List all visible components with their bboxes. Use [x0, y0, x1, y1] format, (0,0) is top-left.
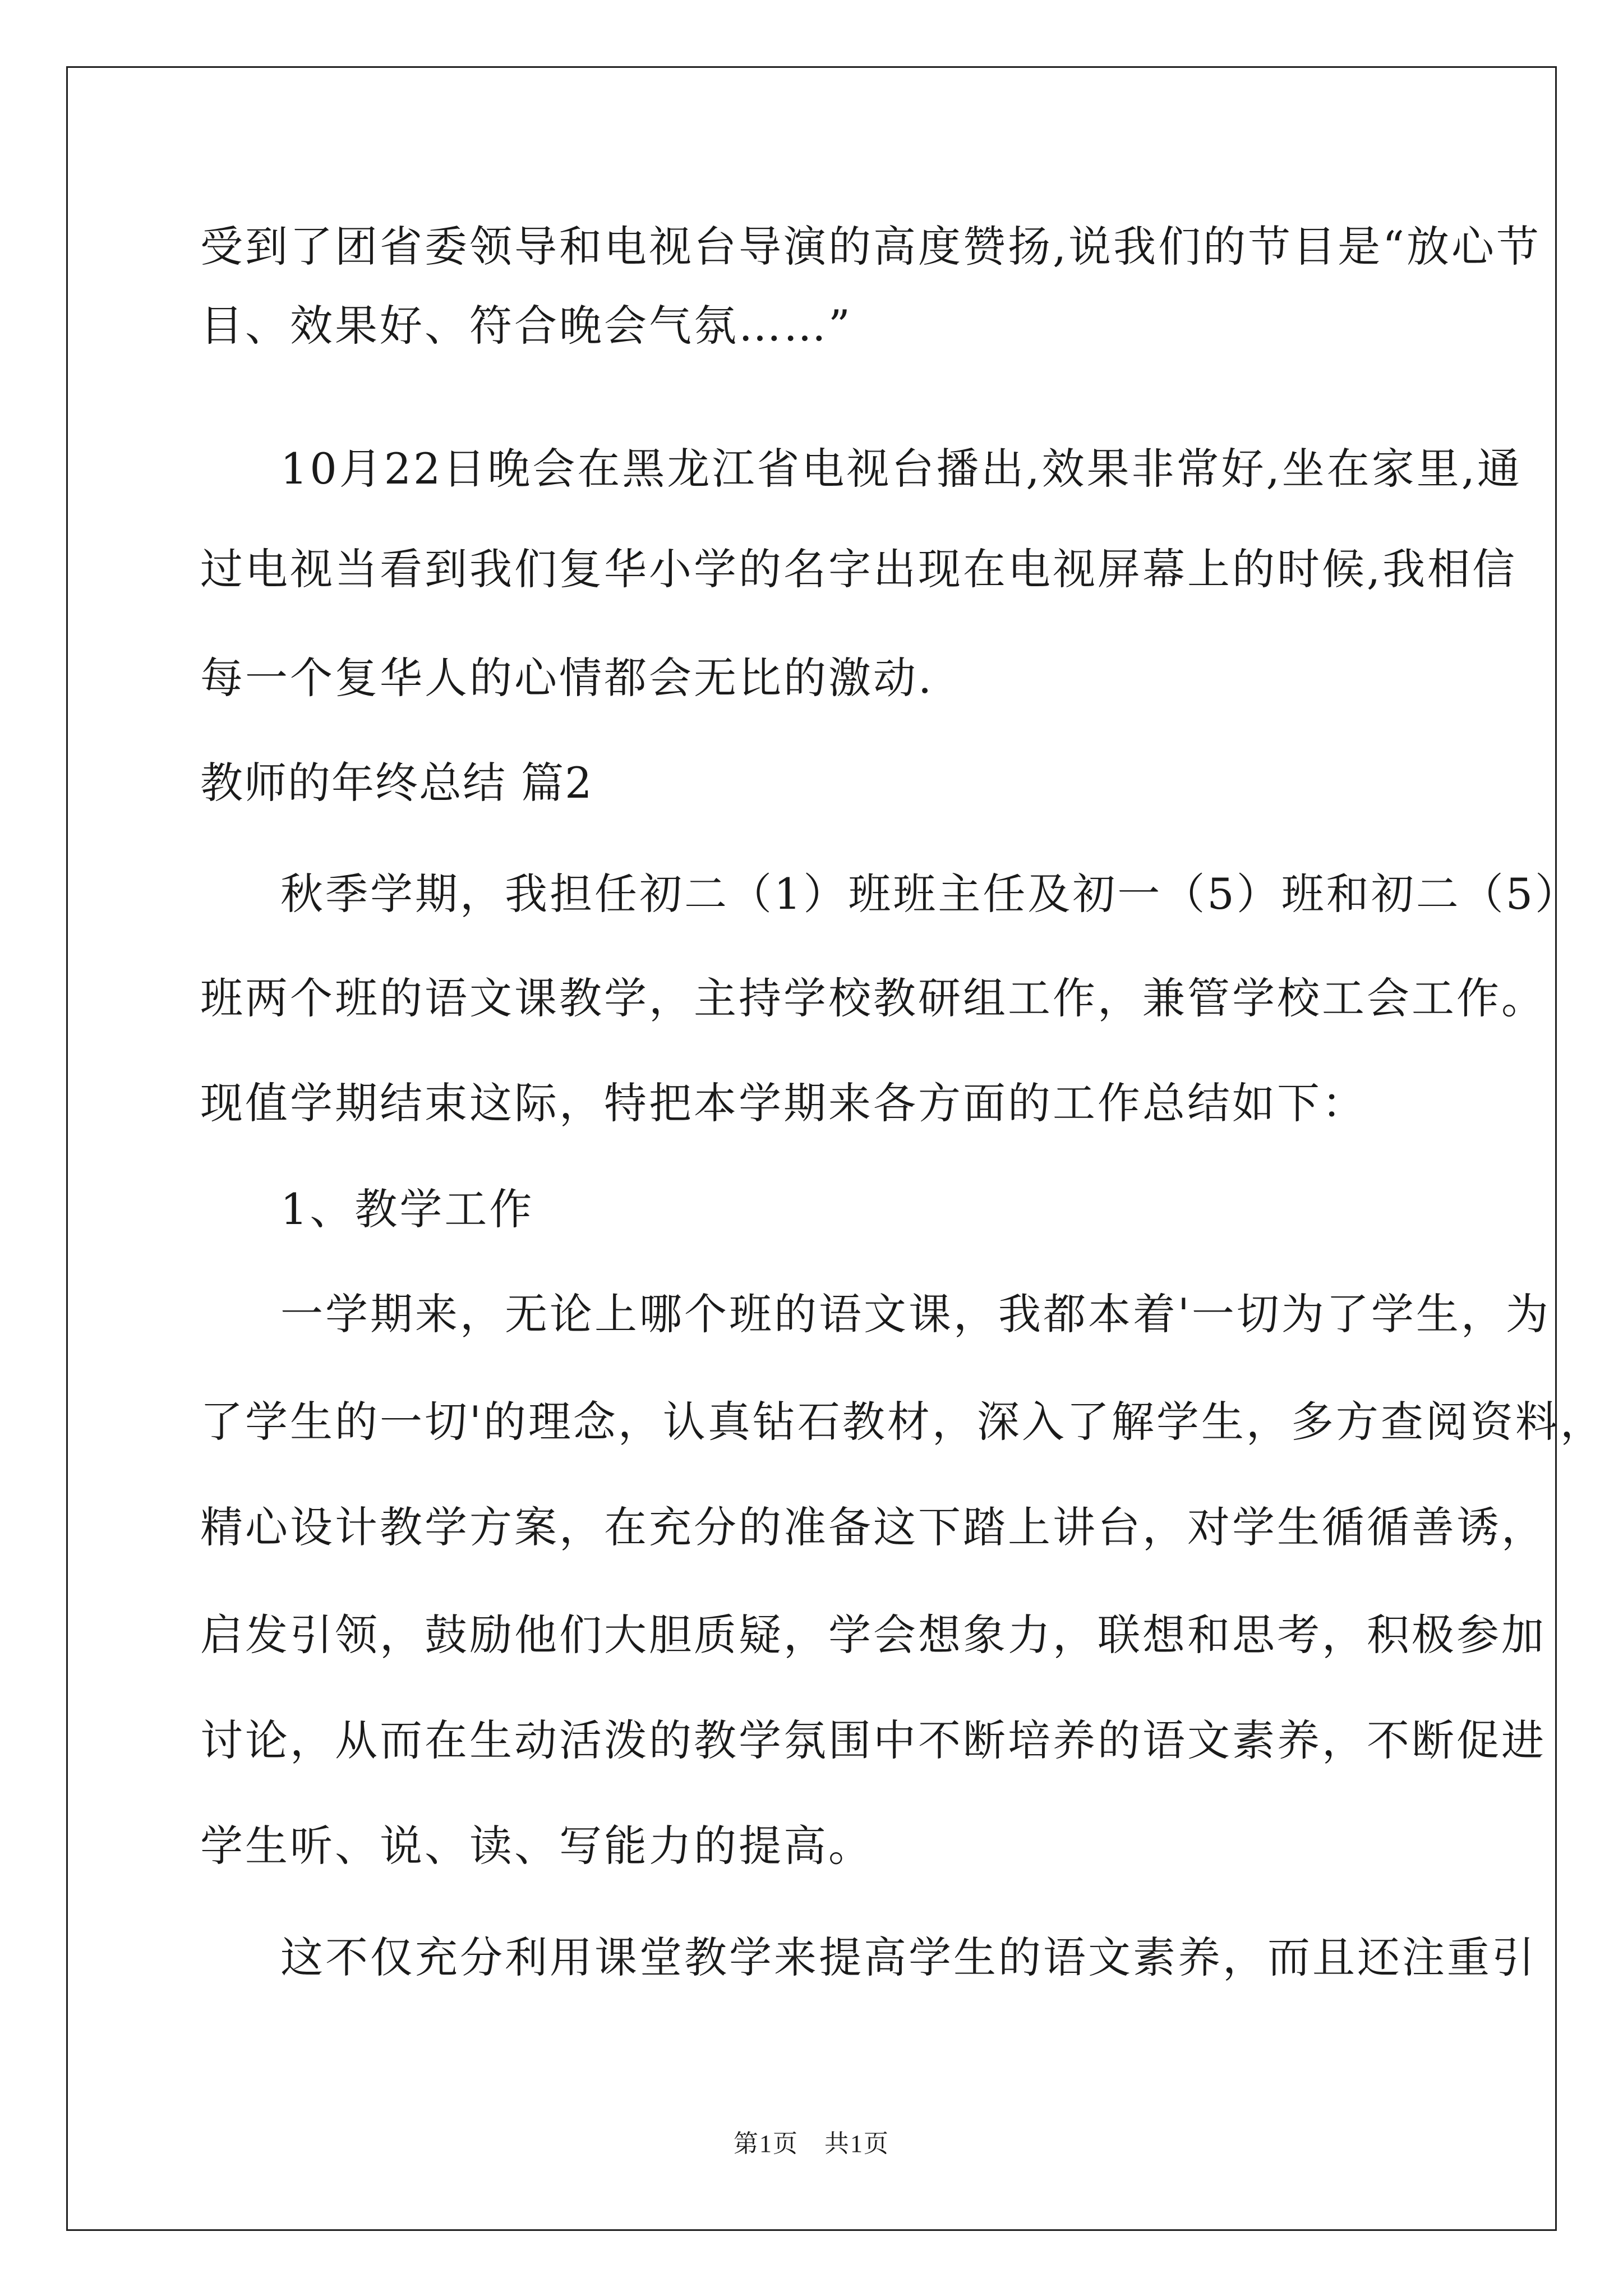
body-text-line: 受到了团省委领导和电视台导演的高度赞扬,说我们的节目是“放心节: [200, 222, 1542, 272]
body-text-line: 班两个班的语文课教学，主持学校教研组工作，兼管学校工会工作。: [200, 973, 1546, 1023]
section-heading: 教师的年终总结 篇2: [200, 758, 593, 808]
body-text-line: 每一个复华人的心情都会无比的激动.: [200, 653, 934, 703]
body-text-line: 这不仅充分利用课堂教学来提高学生的语文素养，而且还注重引: [280, 1932, 1537, 1982]
body-text-line: 秋季学期，我担任初二（1）班班主任及初一（5）班和初二（5）: [280, 869, 1580, 919]
page-footer: 第1页 共1页: [734, 2130, 889, 2157]
body-text-line: 启发引领，鼓励他们大胆质疑，学会想象力，联想和思考，积极参加: [200, 1610, 1546, 1660]
body-text-line: 一学期来，无论上哪个班的语文课，我都本着'一切为了学生，为: [280, 1289, 1551, 1339]
body-text-line: 过电视当看到我们复华小学的名字出现在电视屏幕上的时候,我相信: [200, 544, 1518, 594]
body-text-line: 讨论，从而在生动活泼的教学氛围中不断培养的语文素养，不断促进: [200, 1715, 1546, 1765]
body-text-line: 精心设计教学方案，在充分的准备这下踏上讲台，对学生循循善诱，: [200, 1502, 1546, 1552]
page-border: [66, 66, 1557, 2231]
body-text-line: 现值学期结束这际，特把本学期来各方面的工作总结如下：: [200, 1078, 1367, 1128]
body-text-line: 了学生的一切'的理念，认真钻石教材，深入了解学生，多方查阅资料，: [200, 1397, 1605, 1447]
body-text-line: 目、效果好、符合晚会气氛……”: [200, 301, 852, 351]
body-text-line: 10月22日晚会在黑龙江省电视台播出,效果非常好,坐在家里,通: [280, 444, 1522, 494]
body-text-line: 学生听、说、读、写能力的提高。: [200, 1821, 873, 1871]
subsection-heading: 1、教学工作: [280, 1184, 534, 1234]
